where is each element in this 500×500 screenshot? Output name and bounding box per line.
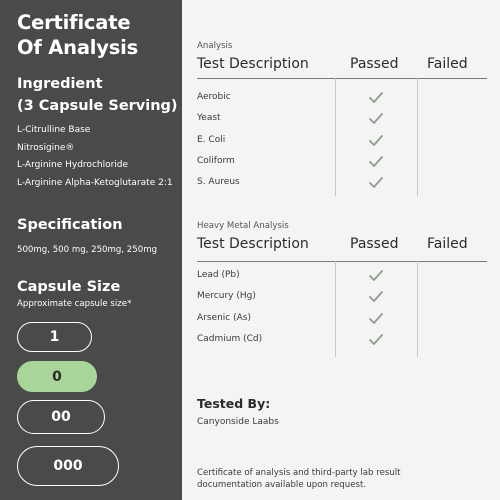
heavy-metal-header-rule bbox=[197, 261, 487, 262]
title-line-2: Of Analysis bbox=[17, 36, 139, 59]
ingredient-list bbox=[17, 124, 177, 194]
check-icon bbox=[369, 135, 383, 147]
check-icon bbox=[369, 270, 383, 282]
analysis-row-label: S. Aureus bbox=[197, 177, 240, 187]
tested-by-lab: Canyonside Laabs bbox=[197, 417, 279, 427]
check-icon bbox=[369, 156, 383, 168]
footer-note: Certificate of analysis and third-party lab result documentation available upon request. bbox=[197, 468, 401, 490]
analysis-header-failed: Failed bbox=[427, 56, 468, 72]
ingredient-item: L-Arginine Hydrochloride bbox=[17, 160, 129, 170]
analysis-row-label: E. Coli bbox=[197, 135, 226, 145]
left-panel bbox=[0, 0, 182, 500]
ingredient-item: L-Citrulline Base bbox=[17, 125, 91, 135]
tested-by-heading: Tested By: bbox=[197, 396, 271, 411]
capsule-size-1: 1 bbox=[17, 322, 92, 352]
heavy-metal-column-divider bbox=[335, 261, 336, 357]
serving-heading: (3 Capsule Serving) bbox=[17, 98, 178, 114]
analysis-label: Analysis bbox=[197, 41, 233, 51]
capsule-size-000: 000 bbox=[17, 446, 119, 486]
analysis-header-rule bbox=[197, 78, 487, 79]
specification-heading: Specification bbox=[17, 217, 123, 233]
ingredient-item: L-Arginine Alpha-Ketoglutarate 2:1 bbox=[17, 177, 173, 188]
analysis-header-passed: Passed bbox=[350, 56, 399, 72]
right-panel bbox=[182, 0, 500, 500]
check-icon bbox=[369, 334, 383, 346]
analysis-header-description: Test Description bbox=[197, 56, 309, 72]
analysis-row-label: Aerobic bbox=[197, 92, 231, 102]
page-title bbox=[17, 10, 177, 60]
capsule-size-heading: Capsule Size bbox=[17, 279, 121, 295]
heavy-metal-label: Heavy Metal Analysis bbox=[197, 221, 289, 231]
capsule-size-0: 0 bbox=[17, 361, 97, 392]
ingredient-heading: Ingredient bbox=[17, 76, 103, 92]
check-icon bbox=[369, 177, 383, 189]
check-icon bbox=[369, 113, 383, 125]
heavy-metal-row-label: Lead (Pb) bbox=[197, 270, 240, 280]
analysis-column-divider bbox=[417, 78, 418, 196]
analysis-row-label: Coliform bbox=[197, 156, 235, 166]
heavy-metal-row-label: Cadmium (Cd) bbox=[197, 334, 263, 344]
heavy-metal-header-failed: Failed bbox=[427, 236, 468, 252]
check-icon bbox=[369, 92, 383, 104]
heavy-metal-row-label: Arsenic (As) bbox=[197, 313, 251, 323]
heavy-metal-column-divider bbox=[417, 261, 418, 357]
specification-values: 500mg, 500 mg, 250mg, 250mg bbox=[17, 245, 158, 255]
check-icon bbox=[369, 313, 383, 325]
check-icon bbox=[369, 291, 383, 303]
analysis-row-label: Yeast bbox=[197, 113, 221, 123]
heavy-metal-header-description: Test Description bbox=[197, 236, 309, 252]
heavy-metal-header-passed: Passed bbox=[350, 236, 399, 252]
analysis-column-divider bbox=[335, 78, 336, 196]
capsule-size-subheading: Approximate capsule size* bbox=[17, 299, 132, 309]
title-line-1: Certificate bbox=[17, 11, 131, 34]
heavy-metal-row-label: Mercury (Hg) bbox=[197, 291, 256, 301]
capsule-size-00: 00 bbox=[17, 400, 105, 434]
ingredient-item: Nitrosigine® bbox=[17, 142, 75, 153]
